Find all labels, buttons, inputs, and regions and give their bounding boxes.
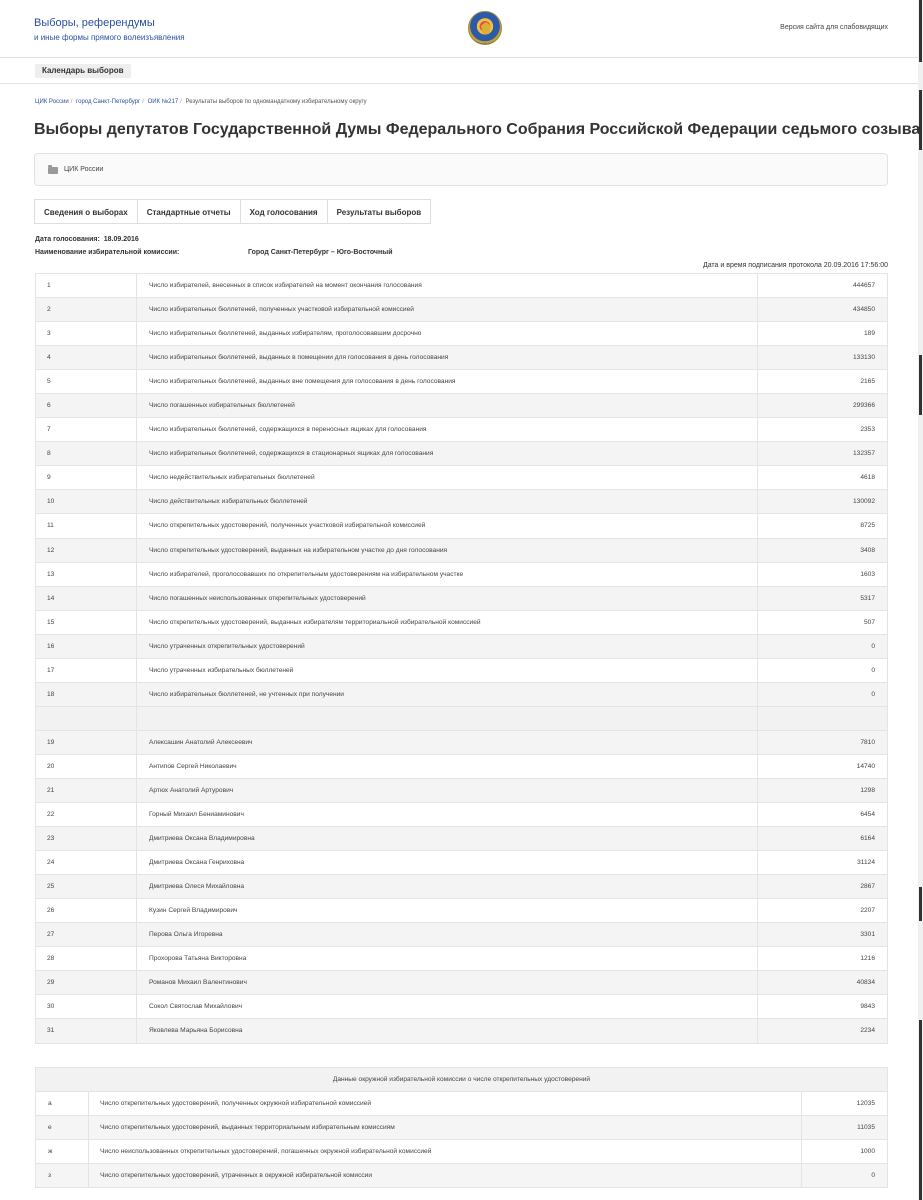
- row-label: Число избирательных бюллетеней, выданных вне помещения для голосования в день голосования: [137, 370, 758, 394]
- tab-standard-reports[interactable]: Стандартные отчеты: [137, 199, 241, 224]
- row-number: 21: [36, 778, 137, 802]
- table-row: [36, 370, 888, 394]
- row-label: Число недействительных избирательных бюллетеней: [137, 466, 758, 490]
- table-row: [36, 586, 888, 610]
- breadcrumb-oik[interactable]: ОИК №217: [147, 99, 179, 105]
- table-row: [36, 418, 888, 442]
- row-label: Число открепительных удостоверений, выданных избирателям территориальной избирательной комиссией: [137, 610, 758, 634]
- row-number: 15: [36, 610, 137, 634]
- row-label: Число избирательных бюллетеней, содержащихся в переносных ящиках для голосования: [137, 418, 758, 442]
- row-label: Сокол Святослав Михайлович: [137, 995, 758, 1019]
- row-value: 1216: [758, 947, 888, 971]
- table-row: [36, 346, 888, 370]
- row-value: 2234: [758, 1019, 888, 1043]
- row-label: Число неиспользованных открепительных удостоверений, погашенных окружной избирательной комиссией: [89, 1140, 802, 1164]
- row-value: 6164: [758, 827, 888, 851]
- row-label: Число открепительных удостоверений, утраченных в окружной избирательной комиссии: [89, 1164, 802, 1188]
- row-value: 444657: [758, 274, 888, 298]
- commission-value: Город Санкт-Петербург – Юго-Восточный: [248, 249, 393, 256]
- commission-tree: [34, 153, 888, 186]
- row-value: 132357: [758, 442, 888, 466]
- row-number: 19: [36, 730, 137, 754]
- page-scrollbar[interactable]: [918, 0, 923, 1200]
- row-value: 5317: [758, 586, 888, 610]
- table-row: [36, 322, 888, 346]
- row-label: Прохорова Татьяна Викторовна: [137, 947, 758, 971]
- row-label: Артюх Анатолий Артурович: [137, 778, 758, 802]
- row-value: 1603: [758, 562, 888, 586]
- row-value: 12035: [802, 1092, 888, 1116]
- row-label: Горный Михаил Бениаминович: [137, 803, 758, 827]
- row-value: 7810: [758, 730, 888, 754]
- commission-name: [35, 249, 393, 256]
- tab-election-results[interactable]: Результаты выборов: [327, 199, 432, 224]
- brand-line-2[interactable]: и иные формы прямого волеизъявления: [34, 33, 185, 42]
- row-number: 20: [36, 754, 137, 778]
- row-value: 4618: [758, 466, 888, 490]
- row-value: 1298: [758, 778, 888, 802]
- row-label: Число открепительных удостоверений, выданных территориальным избирательным комиссиям: [89, 1116, 802, 1140]
- row-number: 23: [36, 827, 137, 851]
- absentee-table: [35, 1067, 888, 1188]
- row-value: 130092: [758, 490, 888, 514]
- row-value: 2207: [758, 899, 888, 923]
- row-label: Дмитриева Оксана Генриховна: [137, 851, 758, 875]
- row-label: Число избирательных бюллетеней, полученных участковой избирательной комиссией: [137, 298, 758, 322]
- row-value: 31124: [758, 851, 888, 875]
- folder-icon[interactable]: [48, 167, 58, 174]
- candidate-row: [36, 754, 888, 778]
- row-value: 0: [802, 1164, 888, 1188]
- tree-item-cik[interactable]: ЦИК России: [64, 166, 104, 173]
- row-value: 189: [758, 322, 888, 346]
- row-number: 28: [36, 947, 137, 971]
- commission-label: Наименование избирательной комиссии:: [35, 249, 180, 256]
- table-row: [36, 562, 888, 586]
- candidate-row: [36, 947, 888, 971]
- row-number: ж: [36, 1140, 89, 1164]
- absentee-row: [36, 1092, 888, 1116]
- row-value: 6454: [758, 803, 888, 827]
- row-number: 27: [36, 923, 137, 947]
- row-number: 10: [36, 490, 137, 514]
- row-value: 434850: [758, 298, 888, 322]
- candidate-row: [36, 851, 888, 875]
- elections-calendar-button[interactable]: Календарь выборов: [35, 64, 131, 78]
- separator-row: [36, 706, 888, 730]
- table-row: [36, 634, 888, 658]
- site-header: [0, 0, 918, 58]
- row-value: 0: [758, 658, 888, 682]
- row-label: Число открепительных удостоверений, выданных на избирательном участке до дня голосования: [137, 538, 758, 562]
- top-nav: [0, 58, 918, 84]
- row-number: 3: [36, 322, 137, 346]
- row-label: Число действительных избирательных бюллетеней: [137, 490, 758, 514]
- row-number: 5: [36, 370, 137, 394]
- candidate-row: [36, 827, 888, 851]
- table-row: [36, 538, 888, 562]
- row-label: Дмитриева Олеся Михайловна: [137, 875, 758, 899]
- row-number: 12: [36, 538, 137, 562]
- row-value: 8725: [758, 514, 888, 538]
- breadcrumb-current: Результаты выборов по одномандатному избирательному округу: [185, 99, 367, 105]
- row-label: Число погашенных избирательных бюллетеней: [137, 394, 758, 418]
- row-value: 11035: [802, 1116, 888, 1140]
- row-value: 0: [758, 682, 888, 706]
- candidate-row: [36, 971, 888, 995]
- row-label: Перова Ольга Игоревна: [137, 923, 758, 947]
- candidate-row: [36, 995, 888, 1019]
- table-row: [36, 466, 888, 490]
- row-number: 2: [36, 298, 137, 322]
- row-label: Число утраченных избирательных бюллетеней: [137, 658, 758, 682]
- row-number: 24: [36, 851, 137, 875]
- row-number: 11: [36, 514, 137, 538]
- breadcrumb-spb[interactable]: город Санкт-Петербург: [76, 99, 141, 105]
- table-row: [36, 298, 888, 322]
- row-number: 14: [36, 586, 137, 610]
- row-label: Число избирательных бюллетеней, не учтенных при получении: [137, 682, 758, 706]
- candidate-row: [36, 875, 888, 899]
- page-title: Выборы депутатов Государственной Думы Федерального Собрания Российской Федерации седьмого созыва: [34, 121, 921, 138]
- absentee-row: [36, 1164, 888, 1188]
- table-row: [36, 394, 888, 418]
- row-number: 31: [36, 1019, 137, 1043]
- row-value: 2353: [758, 418, 888, 442]
- table-row: [36, 658, 888, 682]
- row-label: Число избирателей, проголосовавших по открепительным удостоверениям на избирательном участке: [137, 562, 758, 586]
- absentee-header-row: [36, 1068, 888, 1092]
- row-number: 1: [36, 274, 137, 298]
- row-label: Число открепительных удостоверений, полученных окружной избирательной комиссией: [89, 1092, 802, 1116]
- row-label: Число открепительных удостоверений, полученных участковой избирательной комиссией: [137, 514, 758, 538]
- row-label: Романов Михаил Валентинович: [137, 971, 758, 995]
- row-value: 0: [758, 634, 888, 658]
- row-number: 26: [36, 899, 137, 923]
- low-vision-link[interactable]: Версия сайта для слабовидящих: [780, 24, 888, 31]
- row-label: Число погашенных неиспользованных открепительных удостоверений: [137, 586, 758, 610]
- row-number: 17: [36, 658, 137, 682]
- row-number: 13: [36, 562, 137, 586]
- candidate-row: [36, 899, 888, 923]
- voting-date: [35, 236, 139, 243]
- breadcrumb-cik[interactable]: ЦИК России: [35, 99, 69, 105]
- row-label: Число избирательных бюллетеней, содержащихся в стационарных ящиках для голосования: [137, 442, 758, 466]
- row-value: 3301: [758, 923, 888, 947]
- absentee-row: [36, 1140, 888, 1164]
- emblem-icon[interactable]: [468, 11, 502, 45]
- row-number: а: [36, 1092, 89, 1116]
- tab-voting-progress[interactable]: Ход голосования: [240, 199, 328, 224]
- table-row: [36, 514, 888, 538]
- row-value: 507: [758, 610, 888, 634]
- row-number: 18: [36, 682, 137, 706]
- row-label: Яковлева Марьяна Борисовна: [137, 1019, 758, 1043]
- candidate-row: [36, 778, 888, 802]
- row-number: 30: [36, 995, 137, 1019]
- table-row: [36, 490, 888, 514]
- row-value: 133130: [758, 346, 888, 370]
- row-value: 2165: [758, 370, 888, 394]
- row-label: Алексашин Анатолий Алексеевич: [137, 730, 758, 754]
- voting-date-value: 18.09.2016: [103, 236, 139, 243]
- row-label: Дмитриева Оксана Владимировна: [137, 827, 758, 851]
- row-number: з: [36, 1164, 89, 1188]
- candidate-row: [36, 803, 888, 827]
- row-number: е: [36, 1116, 89, 1140]
- breadcrumb: ЦИК России / город Санкт-Петербург / ОИК №217 / Результаты выборов по одномандатному избирательному округу: [35, 99, 367, 105]
- row-value: 1000: [802, 1140, 888, 1164]
- row-number: 25: [36, 875, 137, 899]
- table-row: [36, 610, 888, 634]
- row-label: Число избирательных бюллетеней, выданных избирателям, проголосовавшим досрочно: [137, 322, 758, 346]
- row-number: 6: [36, 394, 137, 418]
- row-value: 3408: [758, 538, 888, 562]
- voting-date-label: Дата голосования:: [35, 236, 100, 243]
- row-number: 9: [36, 466, 137, 490]
- absentee-heading: Данные окружной избирательной комиссии о числе открепительных удостоверений: [36, 1068, 888, 1092]
- row-value: 14740: [758, 754, 888, 778]
- row-value: 2867: [758, 875, 888, 899]
- brand-line-1[interactable]: Выборы, референдумы: [34, 17, 155, 29]
- absentee-row: [36, 1116, 888, 1140]
- row-label: Число избирателей, внесенных в список избирателей на момент окончания голосования: [137, 274, 758, 298]
- table-row: [36, 442, 888, 466]
- row-label: Число утраченных открепительных удостоверений: [137, 634, 758, 658]
- table-row: [36, 274, 888, 298]
- row-number: 16: [36, 634, 137, 658]
- row-number: 8: [36, 442, 137, 466]
- row-number: 4: [36, 346, 137, 370]
- table-row: [36, 682, 888, 706]
- tab-election-info[interactable]: Сведения о выборах: [34, 199, 138, 224]
- report-tabs: [34, 199, 430, 224]
- row-number: 22: [36, 803, 137, 827]
- row-label: Антипов Сергей Николаевич: [137, 754, 758, 778]
- row-value: 299366: [758, 394, 888, 418]
- candidate-row: [36, 923, 888, 947]
- candidate-row: [36, 730, 888, 754]
- row-value: 40834: [758, 971, 888, 995]
- candidate-row: [36, 1019, 888, 1043]
- row-label: Кузин Сергей Владимирович: [137, 899, 758, 923]
- row-value: 9843: [758, 995, 888, 1019]
- row-number: 7: [36, 418, 137, 442]
- row-number: 29: [36, 971, 137, 995]
- protocol-table: [35, 273, 888, 1044]
- row-label: Число избирательных бюллетеней, выданных в помещении для голосования в день голосования: [137, 346, 758, 370]
- site-brand[interactable]: [34, 16, 185, 44]
- protocol-signed: Дата и время подписания протокола 20.09.2016 17:56:00: [702, 262, 888, 269]
